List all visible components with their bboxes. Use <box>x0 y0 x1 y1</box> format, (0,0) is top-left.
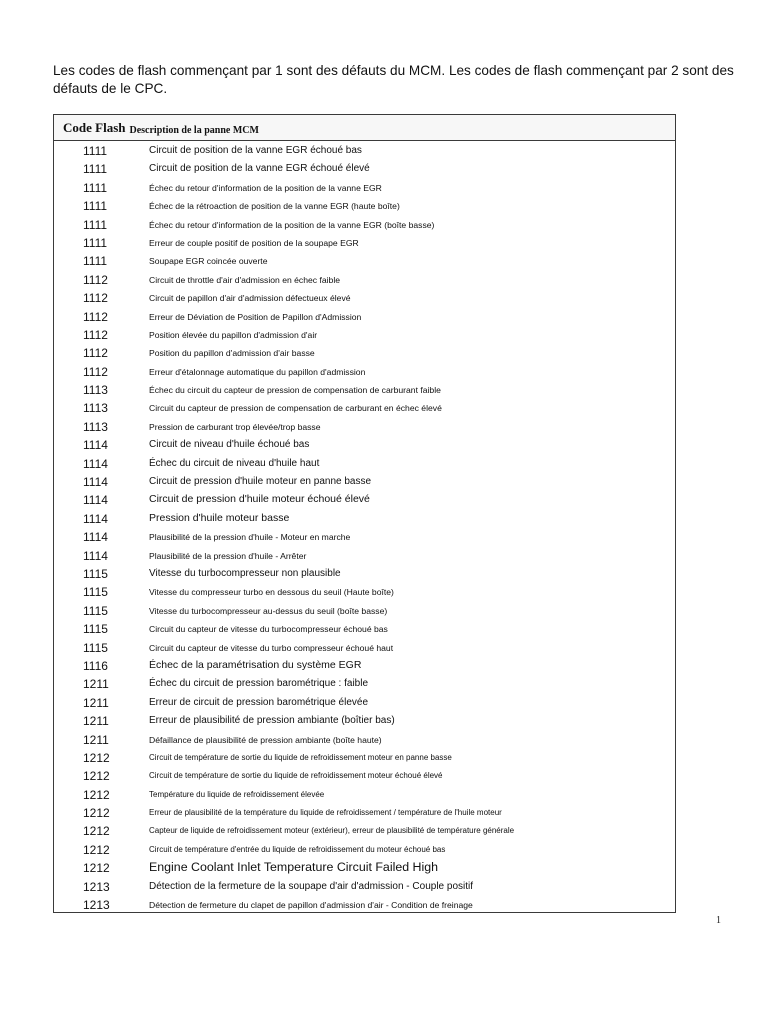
flash-code: 1114 <box>83 493 108 508</box>
flash-code: 1111 <box>83 162 108 177</box>
fault-description: Circuit de pression d'huile moteur échoué élevé <box>149 493 370 506</box>
table-row <box>54 510 675 528</box>
table-row <box>54 142 675 160</box>
flash-code: 1212 <box>83 842 110 857</box>
flash-code: 1111 <box>83 180 108 195</box>
table-row <box>54 418 675 436</box>
fault-description: Échec du circuit de niveau d'huile haut <box>149 457 320 469</box>
flash-code: 1113 <box>83 401 108 416</box>
table-header <box>54 115 675 141</box>
fault-description: Plausibilité de la pression d'huile - Moteur en marche <box>149 532 351 543</box>
flash-code: 1112 <box>83 272 108 287</box>
fault-description: Erreur de plausibilité de la température du liquide de refroidissement / température de l'huile moteur <box>149 808 502 818</box>
table-row <box>54 363 675 381</box>
flash-code: 1211 <box>83 695 109 710</box>
fault-description: Erreur de circuit de pression barométrique élevée <box>149 696 368 708</box>
table-row <box>54 804 675 822</box>
flash-code: 1112 <box>83 291 108 306</box>
table-row <box>54 473 675 491</box>
fault-description: Vitesse du turbocompresseur non plausible <box>149 567 341 579</box>
table-row <box>54 381 675 399</box>
table-row <box>54 179 675 197</box>
flash-code: 1114 <box>83 530 108 545</box>
flash-code: 1111 <box>83 235 108 250</box>
table-body <box>54 142 675 914</box>
fault-description: Circuit du capteur de vitesse du turbo compresseur échoué haut <box>149 642 394 653</box>
fault-description: Circuit de température d'entrée du liquide de refroidissement du moteur échoué bas <box>149 844 446 854</box>
flash-code: 1111 <box>83 254 108 269</box>
table-row <box>54 675 675 693</box>
fault-description: Erreur de plausibilité de pression ambiante (boîtier bas) <box>149 715 395 727</box>
flash-code: 1115 <box>83 640 108 655</box>
fault-description: Pression d'huile moteur basse <box>149 511 290 524</box>
table-row <box>54 197 675 215</box>
flash-code: 1113 <box>83 419 108 434</box>
flash-code: 1212 <box>83 861 110 876</box>
fault-description: Échec du circuit de pression barométrique : faible <box>149 678 369 690</box>
fault-description: Circuit de position de la vanne EGR échoué bas <box>149 145 362 156</box>
flash-code: 1212 <box>83 824 110 839</box>
fault-description: Détection de fermeture du clapet de papillon d'admission d'air - Condition de freinage <box>149 900 473 911</box>
fault-description: Plausibilité de la pression d'huile - Arrêter <box>149 550 307 561</box>
flash-code: 1211 <box>83 714 109 729</box>
flash-code: 1212 <box>83 750 110 765</box>
fault-description: Vitesse du turbocompresseur au-dessus du seuil (boîte basse) <box>149 605 388 616</box>
flash-code: 1112 <box>83 327 108 342</box>
fault-description: Soupape EGR coincée ouverte <box>149 256 268 267</box>
flash-code: 1211 <box>83 677 109 692</box>
flash-code: 1114 <box>83 548 108 563</box>
fault-description: Échec du retour d'information de la position de la vanne EGR (boîte basse) <box>149 219 435 230</box>
table-row <box>54 657 675 675</box>
table-row <box>54 234 675 252</box>
fault-description: Engine Coolant Inlet Temperature Circuit Failed High <box>149 860 439 875</box>
fault-description: Circuit du capteur de vitesse du turbocompresseur échoué bas <box>149 624 388 635</box>
fault-description: Circuit de position de la vanne EGR échoué élevé <box>149 163 370 175</box>
flash-code: 1112 <box>83 309 108 324</box>
table-row <box>54 583 675 601</box>
flash-code: 1113 <box>83 383 108 398</box>
table-row <box>54 565 675 583</box>
table-row <box>54 399 675 417</box>
fault-description: Position du papillon d'admission d'air basse <box>149 348 315 359</box>
table-row <box>54 822 675 840</box>
table-row <box>54 767 675 785</box>
table-row <box>54 491 675 509</box>
fault-description: Erreur de Déviation de Position de Papillon d'Admission <box>149 311 362 322</box>
table-row <box>54 271 675 289</box>
fault-description: Échec du retour d'information de la position de la vanne EGR <box>149 182 382 193</box>
flash-code: 1213 <box>83 879 110 894</box>
flash-code: 1111 <box>83 144 108 158</box>
header-description: Description de la panne MCM <box>129 125 259 136</box>
flash-code: 1111 <box>83 199 108 214</box>
fault-description: Erreur d'étalonnage automatique du papillon d'admission <box>149 366 366 377</box>
fault-description: Circuit de niveau d'huile échoué bas <box>149 439 310 451</box>
fault-description: Circuit de température de sortie du liquide de refroidissement moteur échoué élevé <box>149 771 443 781</box>
fault-description: Échec de la paramétrisation du système EGR <box>149 658 362 671</box>
flash-code: 1112 <box>83 346 108 361</box>
flash-code: 1212 <box>83 806 110 821</box>
fault-description: Circuit de papillon d'air d'admission défectueux élevé <box>149 293 351 304</box>
flash-code: 1211 <box>83 732 109 747</box>
table-row <box>54 160 675 178</box>
flash-code: 1213 <box>83 898 110 913</box>
table-row <box>54 344 675 362</box>
fault-description: Position élevée du papillon d'admission d'air <box>149 329 318 340</box>
fault-description: Détection de la fermeture de la soupape d'air d'admission - Couple positif <box>149 880 473 892</box>
flash-code: 1115 <box>83 566 108 581</box>
table-row <box>54 896 675 914</box>
table-row <box>54 602 675 620</box>
flash-code: 1114 <box>83 475 108 490</box>
table-row <box>54 712 675 730</box>
flash-code: 1115 <box>83 603 108 618</box>
fault-description: Circuit de throttle d'air d'admission en échec faible <box>149 274 341 285</box>
flash-code: 1111 <box>83 217 108 232</box>
table-row <box>54 749 675 767</box>
table-row <box>54 786 675 804</box>
fault-description: Échec du circuit du capteur de pression de compensation de carburant faible <box>149 385 441 396</box>
fault-description: Capteur de liquide de refroidissement moteur (extérieur), erreur de plausibilité de température générale <box>149 826 515 836</box>
flash-code: 1114 <box>83 438 108 453</box>
fault-description: Température du liquide de refroidissement élevée <box>149 789 325 799</box>
fault-description: Vitesse du compresseur turbo en dessous du seuil (Haute boîte) <box>149 587 394 598</box>
table-row <box>54 620 675 638</box>
fault-description: Pression de carburant trop élevée/trop basse <box>149 421 321 432</box>
table-row <box>54 694 675 712</box>
flash-code-table <box>53 114 676 913</box>
flash-code: 1112 <box>83 364 108 379</box>
table-row <box>54 841 675 859</box>
flash-code: 1114 <box>83 456 108 471</box>
table-row <box>54 326 675 344</box>
flash-code: 1114 <box>83 511 108 526</box>
fault-description: Erreur de couple positif de position de la soupape EGR <box>149 237 359 248</box>
fault-description: Circuit de pression d'huile moteur en panne basse <box>149 476 372 488</box>
table-row <box>54 639 675 657</box>
table-row <box>54 289 675 307</box>
flash-code: 1116 <box>83 658 108 673</box>
table-row <box>54 216 675 234</box>
fault-description: Circuit du capteur de pression de compensation de carburant en échec élevé <box>149 403 442 414</box>
table-row <box>54 859 675 877</box>
table-row <box>54 528 675 546</box>
fault-description: Défaillance de plausibilité de pression ambiante (boîte haute) <box>149 734 382 745</box>
fault-description: Échec de la rétroaction de position de la vanne EGR (haute boîte) <box>149 201 400 212</box>
fault-description: Circuit de température de sortie du liquide de refroidissement moteur en panne basse <box>149 752 452 762</box>
table-row <box>54 547 675 565</box>
table-row <box>54 252 675 270</box>
page-number: 1 <box>716 915 721 926</box>
header-code-flash: Code Flash <box>63 120 126 135</box>
flash-code: 1212 <box>83 769 110 784</box>
flash-code: 1115 <box>83 585 108 600</box>
table-row <box>54 308 675 326</box>
flash-code: 1115 <box>83 622 108 637</box>
flash-code: 1212 <box>83 787 110 802</box>
table-row <box>54 878 675 896</box>
intro-paragraph: Les codes de flash commençant par 1 sont des défauts du MCM. Les codes de flash commençant par 2 sont des défauts de le CPC. <box>53 63 734 96</box>
table-row <box>54 436 675 454</box>
table-row <box>54 731 675 749</box>
table-row <box>54 455 675 473</box>
